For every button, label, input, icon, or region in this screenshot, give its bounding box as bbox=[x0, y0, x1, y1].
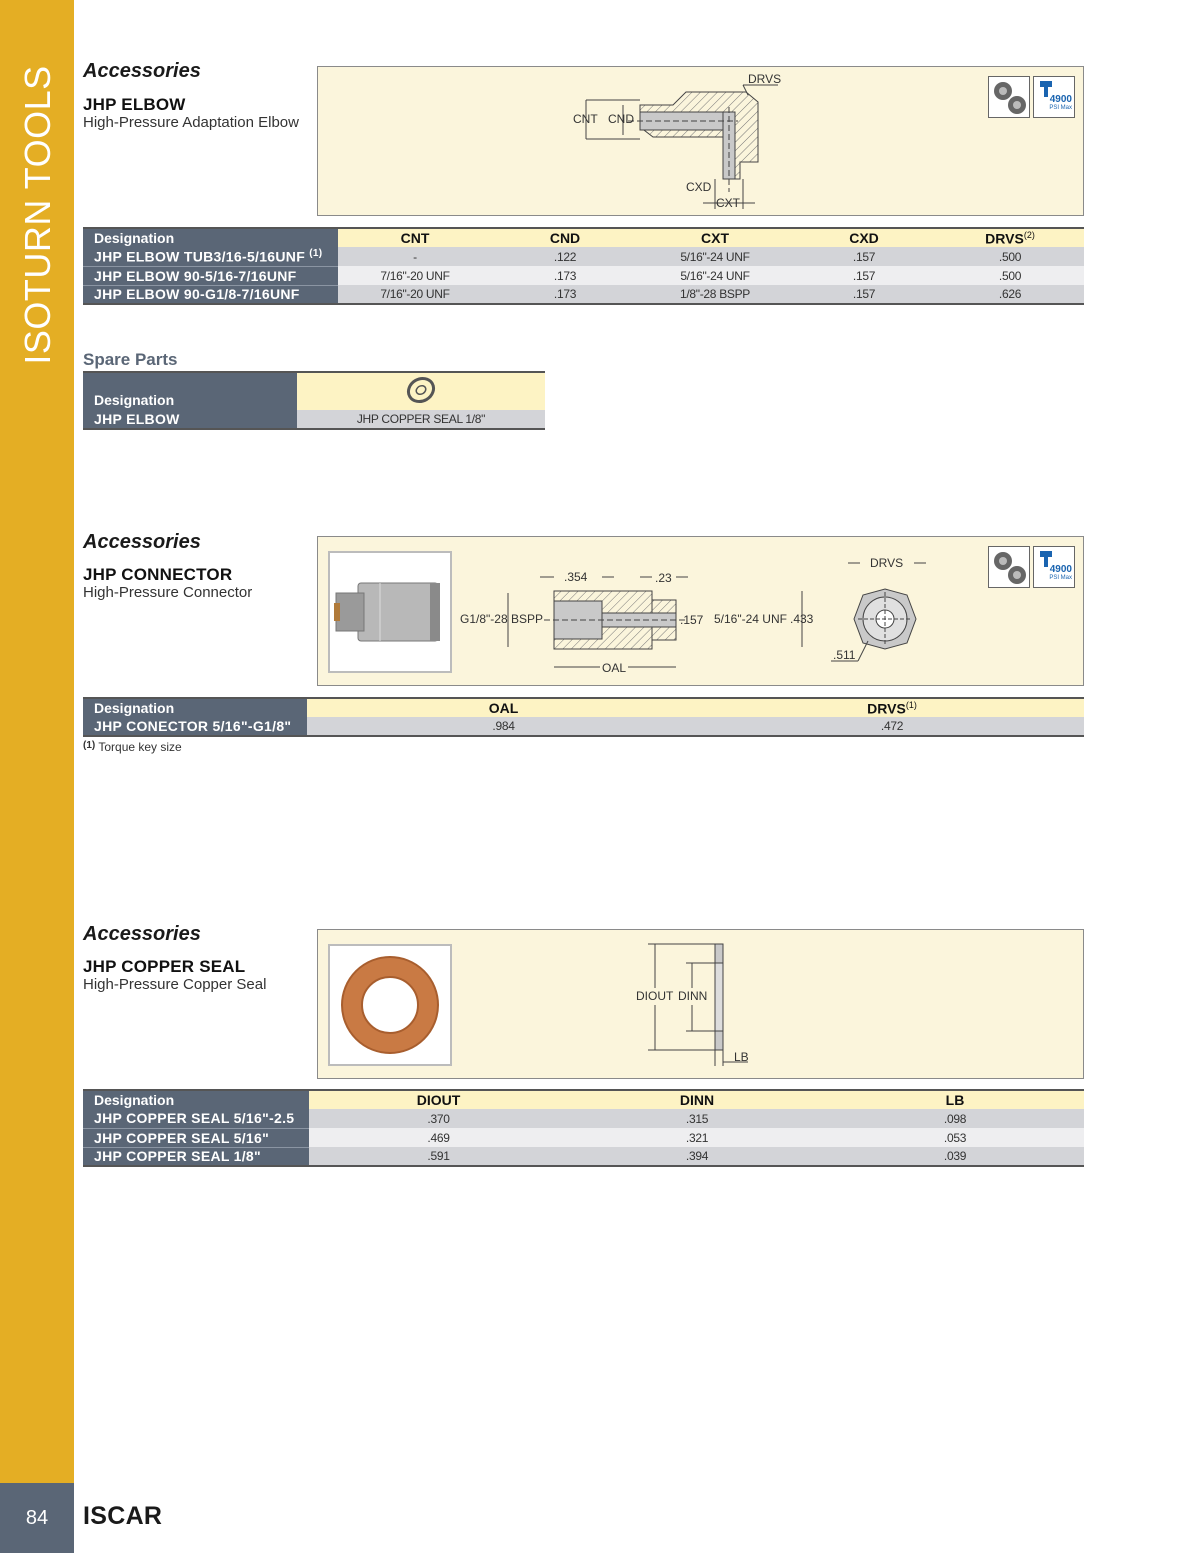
table-row bbox=[83, 285, 1084, 304]
seal-spec-table bbox=[83, 1089, 1084, 1167]
pressure-badge-icon bbox=[1033, 546, 1075, 588]
dim-23: .23 bbox=[655, 571, 672, 585]
dim-dinn: DINN bbox=[678, 989, 708, 1003]
cell-cnt: 7/16"-20 UNF bbox=[338, 285, 492, 304]
product-subtitle: High-Pressure Copper Seal bbox=[83, 976, 267, 993]
product-subtitle: High-Pressure Connector bbox=[83, 584, 253, 601]
cell-cnt: 7/16"-20 UNF bbox=[338, 266, 492, 285]
pressure-badge-icon bbox=[1033, 76, 1075, 118]
seal-technical-drawing bbox=[318, 930, 1085, 1080]
pressure-unit: PSI Max bbox=[1049, 105, 1072, 111]
dim-oal: OAL bbox=[602, 661, 627, 675]
cell-cnd: .122 bbox=[492, 247, 638, 266]
elbow-spec-table bbox=[83, 227, 1084, 305]
sidebar-band bbox=[0, 0, 74, 1483]
cell-lb: .053 bbox=[826, 1128, 1084, 1147]
dim-cxd: CXD bbox=[686, 180, 712, 194]
dim-511: .511 bbox=[833, 648, 856, 662]
product-title: JHP ELBOW bbox=[83, 95, 186, 114]
dim-drvs: DRVS bbox=[748, 72, 782, 86]
dim-drvs: DRVS bbox=[870, 556, 904, 570]
thread-out-label: 5/16"-24 UNF bbox=[714, 612, 787, 626]
dim-cxt: CXT bbox=[716, 196, 740, 210]
table-row bbox=[83, 410, 545, 429]
cell-part: JHP COPPER SEAL 1/8" bbox=[297, 410, 545, 429]
row-designation: JHP ELBOW 90-G1/8-7/16UNF bbox=[83, 285, 338, 304]
col-seal-image bbox=[297, 372, 545, 410]
cell-dinn: .394 bbox=[568, 1147, 826, 1166]
copper-seal-icon bbox=[405, 375, 437, 405]
dim-cnd: CND bbox=[608, 112, 634, 126]
cell-cxd: .157 bbox=[792, 285, 936, 304]
row-designation: JHP ELBOW bbox=[83, 410, 297, 429]
coolant-nozzle-icon bbox=[988, 76, 1030, 118]
pressure-value: 4900 bbox=[1049, 564, 1072, 575]
coolant-nozzle-icon bbox=[988, 546, 1030, 588]
section-kicker: Accessories bbox=[83, 923, 201, 945]
col-designation: Designation bbox=[83, 698, 307, 717]
cell-oal: .984 bbox=[307, 717, 700, 736]
col-cxd: CXD bbox=[792, 228, 936, 247]
table-header-row bbox=[83, 228, 1084, 247]
connector-diagram-panel bbox=[317, 536, 1084, 686]
dim-cnt: CNT bbox=[573, 112, 598, 126]
section-kicker: Accessories bbox=[83, 531, 201, 553]
seal-diagram-panel bbox=[317, 929, 1084, 1079]
pressure-value: 4900 bbox=[1049, 94, 1072, 105]
cell-cxd: .157 bbox=[792, 266, 936, 285]
section-kicker: Accessories bbox=[83, 60, 201, 82]
table-row bbox=[83, 266, 1084, 285]
col-diout: DIOUT bbox=[309, 1090, 568, 1109]
product-title: JHP COPPER SEAL bbox=[83, 957, 246, 976]
cell-drvs: .626 bbox=[936, 285, 1084, 304]
cell-drvs: .500 bbox=[936, 247, 1084, 266]
col-designation: Designation bbox=[83, 372, 297, 410]
dim-354: .354 bbox=[564, 570, 588, 584]
col-drvs: DRVS$^{(2)}$ bbox=[936, 228, 1084, 247]
table-header-row bbox=[83, 372, 545, 410]
cell-diout: .469 bbox=[309, 1128, 568, 1147]
row-designation: JHP CONECTOR 5/16"-G1/8" bbox=[83, 717, 307, 736]
dim-157: .157 bbox=[680, 613, 704, 627]
row-designation: JHP COPPER SEAL 1/8" bbox=[83, 1147, 309, 1166]
cell-dinn: .315 bbox=[568, 1109, 826, 1128]
connector-feature-icons bbox=[988, 546, 1075, 588]
col-lb: LB bbox=[826, 1090, 1084, 1109]
dim-433: .433 bbox=[790, 612, 814, 626]
footnote: $^{(1)}$ Torque key size bbox=[83, 740, 182, 754]
table-row bbox=[83, 247, 1084, 266]
page-number: 84 bbox=[0, 1483, 74, 1553]
spare-parts-title: Spare Parts bbox=[83, 350, 178, 369]
product-subtitle: High-Pressure Adaptation Elbow bbox=[83, 114, 299, 131]
cell-cxt: 5/16"-24 UNF bbox=[638, 266, 792, 285]
table-row bbox=[83, 1128, 1084, 1147]
table-row bbox=[83, 717, 1084, 736]
connector-technical-drawing bbox=[318, 537, 1085, 687]
dim-diout: DIOUT bbox=[636, 989, 674, 1003]
row-designation: JHP COPPER SEAL 5/16" bbox=[83, 1128, 309, 1147]
thread-in-label: G1/8"-28 BSPP bbox=[460, 612, 543, 626]
cell-diout: .591 bbox=[309, 1147, 568, 1166]
elbow-diagram-panel bbox=[317, 66, 1084, 216]
table-row bbox=[83, 1147, 1084, 1166]
pressure-unit: PSI Max bbox=[1049, 575, 1072, 581]
elbow-feature-icons bbox=[988, 76, 1075, 118]
col-designation: Designation bbox=[83, 1090, 309, 1109]
col-cnt: CNT bbox=[338, 228, 492, 247]
table-header-row bbox=[83, 698, 1084, 717]
col-cnd: CND bbox=[492, 228, 638, 247]
col-oal: OAL bbox=[307, 698, 700, 717]
cell-cnt: - bbox=[338, 247, 492, 266]
spare-parts-table bbox=[83, 371, 545, 430]
table-header-row bbox=[83, 1090, 1084, 1109]
col-designation: Designation bbox=[83, 228, 338, 247]
cell-cxt: 1/8"-28 BSPP bbox=[638, 285, 792, 304]
connector-spec-table bbox=[83, 697, 1084, 737]
cell-cxt: 5/16"-24 UNF bbox=[638, 247, 792, 266]
cell-drvs: .472 bbox=[700, 717, 1084, 736]
cell-cnd: .173 bbox=[492, 266, 638, 285]
product-title: JHP CONNECTOR bbox=[83, 565, 233, 584]
cell-drvs: .500 bbox=[936, 266, 1084, 285]
elbow-technical-drawing bbox=[318, 67, 1085, 217]
cell-cxd: .157 bbox=[792, 247, 936, 266]
row-designation: JHP COPPER SEAL 5/16"-2.5 bbox=[83, 1109, 309, 1128]
row-designation: JHP ELBOW TUB3/16-5/16UNF $^{(1)}$ bbox=[83, 247, 338, 266]
col-drvs: DRVS$^{(1)}$ bbox=[700, 698, 1084, 717]
cell-diout: .370 bbox=[309, 1109, 568, 1128]
col-cxt: CXT bbox=[638, 228, 792, 247]
col-dinn: DINN bbox=[568, 1090, 826, 1109]
cell-lb: .098 bbox=[826, 1109, 1084, 1128]
table-row bbox=[83, 1109, 1084, 1128]
cell-dinn: .321 bbox=[568, 1128, 826, 1147]
cell-cnd: .173 bbox=[492, 285, 638, 304]
row-designation: JHP ELBOW 90-5/16-7/16UNF bbox=[83, 266, 338, 285]
section-label: ISOTURN TOOLS bbox=[17, 65, 58, 365]
dim-lb: LB bbox=[734, 1050, 749, 1064]
brand-logo: ISCAR bbox=[83, 1502, 163, 1530]
cell-lb: .039 bbox=[826, 1147, 1084, 1166]
